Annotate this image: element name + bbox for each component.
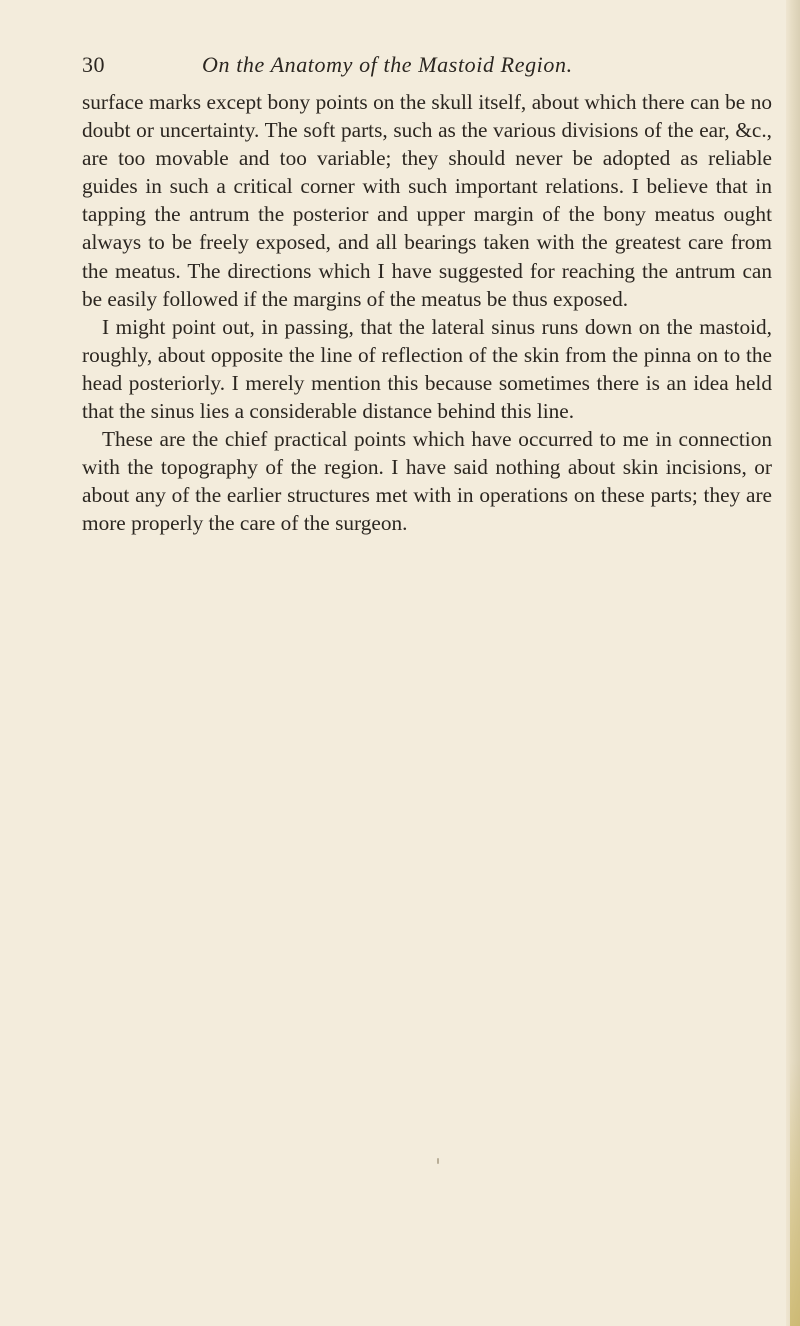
running-head	[82, 52, 722, 82]
running-title: On the Anatomy of the Mastoid Region.	[202, 52, 573, 77]
page-edge	[786, 0, 800, 1326]
paragraph-3: These are the chief practical points which have occurred to me in connection with the topography of the region. I have said nothing about skin incisions, or about any of the earlier structures met with in operations on these parts; they are more properly the care of the surgeon.	[82, 427, 772, 536]
page-edge-stain	[790, 1060, 800, 1326]
body-text	[82, 88, 772, 538]
paper-speck	[437, 1158, 439, 1164]
paragraph-2: I might point out, in passing, that the lateral sinus runs down on the mastoid, roughly, about opposite the line of reflection of the skin from the pinna on to the head posteriorly. I merely mention this because sometimes there is an idea held that the sinus lies a considerable distance behind this line.	[82, 314, 772, 424]
page-number: 30	[82, 52, 105, 77]
paragraph-1: surface marks except bony points on the skull itself, about which there can be no doubt or uncertainty. The soft parts, such as the various divisions of the ear, &c., are too movable and too variable; they should never be adopted as reliable guides in such a critical corner with such important relations. I believe that in tapping the antrum the posterior and upper margin of the bony meatus ought always to be freely exposed, and all bearings taken with the greatest care from the meatus. The directions which I have suggested for reaching the antrum can be easily followed if the margins of the meatus be thus exposed.	[82, 90, 772, 311]
